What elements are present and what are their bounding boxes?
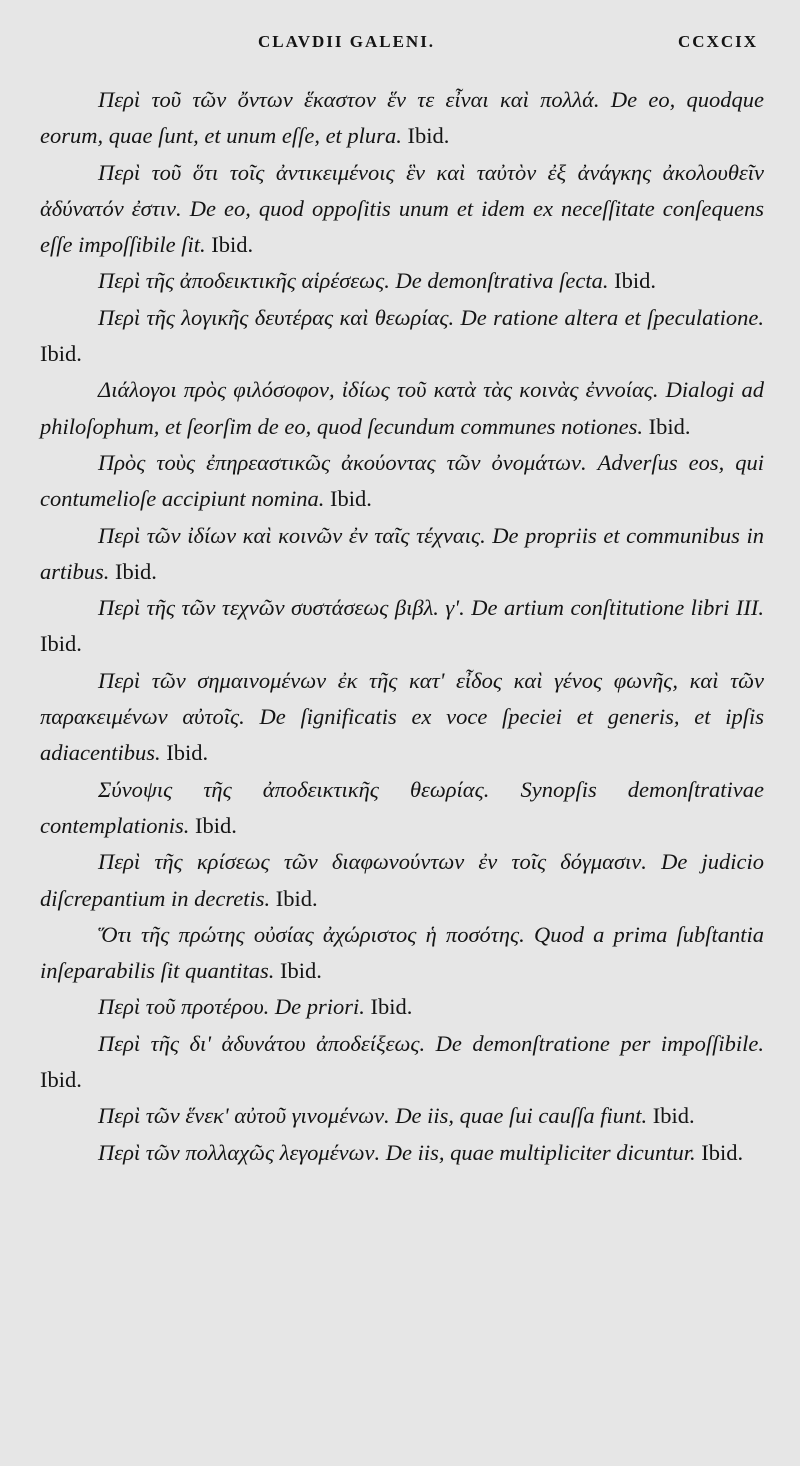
reference: Ibid. [652, 1103, 695, 1129]
latin-title: De ſignificatis ex voce ſpeciei et generis, et ipſis adiacentibus. [40, 704, 764, 766]
latin-title: De ratione altera et ſpeculatione. [460, 304, 765, 330]
catalogue-entries [40, 82, 764, 1171]
latin-title: Dialogi ad philoſophum, et ſeorſim de eo, quod ſecundum communes notiones. [40, 377, 764, 439]
page-number: CCXCIX [678, 32, 758, 51]
catalogue-entry [40, 844, 764, 917]
catalogue-entry [40, 772, 764, 845]
catalogue-entry [40, 155, 764, 264]
running-head [40, 28, 764, 64]
latin-title: De priori. [274, 994, 365, 1020]
greek-title: Περὶ τοῦ ὅτι τοῖς ἀντικειμένοις ἓν καὶ ταὐτὸν ἐξ ἀνάγκης ἀκολουθεῖν ἀδύνατόν ἐστιν. [40, 159, 764, 221]
greek-title: Πρὸς τοὺς ἐπηρεαστικῶς ἀκούοντας τῶν ὀνομάτων. [98, 449, 587, 475]
reference: Ibid. [166, 740, 209, 766]
greek-title: Περὶ τῆς δι' ἀδυνάτου ἀποδείξεως. [98, 1030, 426, 1056]
catalogue-entry [40, 82, 764, 155]
greek-title: Περὶ τῶν ἰδίων καὶ κοινῶν ἐν ταῖς τέχναις. [98, 522, 486, 548]
latin-title: De demonſtrativa ſecta. [395, 268, 609, 294]
latin-title: De demonſtratione per impoſſibile. [435, 1030, 765, 1056]
greek-title: Ὅτι τῆς πρώτης οὐσίας ἀχώριστος ἡ ποσότης. [98, 921, 525, 947]
greek-title: Περὶ τῶν πολλαχῶς λεγομένων. [98, 1139, 381, 1165]
greek-title: Σύνοψις τῆς ἀποδεικτικῆς θεωρίας. [98, 776, 490, 802]
latin-title: De propriis et communibus in artibus. [40, 522, 764, 584]
catalogue-entry [40, 1135, 764, 1171]
catalogue-entry [40, 917, 764, 990]
reference: Ibid. [648, 413, 691, 439]
latin-title: De eo, quodque eorum, quae ſunt, et unum eſſe, et plura. [40, 87, 764, 149]
latin-title: De iis, quae multipliciter dicuntur. [385, 1139, 696, 1165]
latin-title: De eo, quod oppoſitis unum et idem ex neceſſitate conſequens eſſe impoſſibile ſit. [40, 195, 765, 258]
greek-title: Περὶ τῆς ἀποδεικτικῆς αἱρέσεως. [98, 268, 390, 294]
reference: Ibid. [275, 885, 318, 911]
catalogue-entry [40, 1098, 764, 1134]
greek-title: Περὶ τῆς τῶν τεχνῶν συστάσεως βιβλ. γ'. [98, 595, 465, 621]
reference: Ibid. [701, 1139, 744, 1165]
latin-title: Adverſus eos, qui contumelioſe accipiunt nomina. [40, 449, 764, 512]
latin-title: Quod a prima ſubſtantia inſeparabilis ſit quantitas. [40, 921, 764, 984]
greek-title: Περὶ τῶν σημαινομένων ἐκ τῆς κατ' εἶδος καὶ γένος φωνῆς, καὶ τῶν παρακειμένων αὐτοῖς. [40, 667, 764, 730]
reference: Ibid. [40, 1067, 82, 1093]
greek-title: Περὶ τοῦ προτέρου. [98, 994, 270, 1020]
catalogue-entry [40, 300, 764, 373]
reference: Ibid. [280, 958, 322, 984]
catalogue-entry [40, 372, 764, 445]
catalogue-entry [40, 989, 764, 1025]
reference: Ibid. [329, 486, 372, 512]
catalogue-entry [40, 263, 764, 299]
greek-title: Περὶ τῆς κρίσεως τῶν διαφωνούντων ἐν τοῖς δόγμασιν. [98, 849, 647, 875]
greek-title: Διάλογοι πρὸς φιλόσοφον, ἰδίως τοῦ κατὰ τὰς κοινὰς ἐννοίας. [98, 377, 659, 403]
reference: Ibid. [407, 123, 450, 149]
latin-title: De artium conſtitutione libri III. [471, 595, 765, 621]
reference: Ibid. [614, 268, 657, 294]
running-title: CLAVDII GALENI. [258, 32, 436, 51]
reference: Ibid. [40, 341, 82, 367]
catalogue-entry [40, 590, 764, 663]
latin-title: De iis, quae ſui cauſſa fiunt. [395, 1103, 648, 1129]
greek-title: Περὶ τῆς λογικῆς δευτέρας καὶ θεωρίας. [98, 304, 455, 330]
reference: Ibid. [40, 631, 82, 657]
catalogue-entry [40, 518, 764, 591]
catalogue-entry [40, 445, 764, 518]
catalogue-entry [40, 663, 764, 772]
greek-title: Περὶ τῶν ἕνεκ' αὐτοῦ γινομένων. [98, 1103, 390, 1129]
reference: Ibid. [115, 558, 157, 584]
latin-title: Synopſis demonſtrativae contemplationis. [40, 776, 764, 838]
greek-title: Περὶ τοῦ τῶν ὄντων ἕκαστον ἕν τε εἶναι καὶ πολλά. [98, 87, 600, 112]
reference: Ibid. [211, 232, 254, 258]
catalogue-entry [40, 1026, 764, 1099]
latin-title: De judicio diſcrepantium in decretis. [40, 849, 764, 911]
reference: Ibid. [370, 994, 413, 1020]
reference: Ibid. [194, 812, 237, 838]
